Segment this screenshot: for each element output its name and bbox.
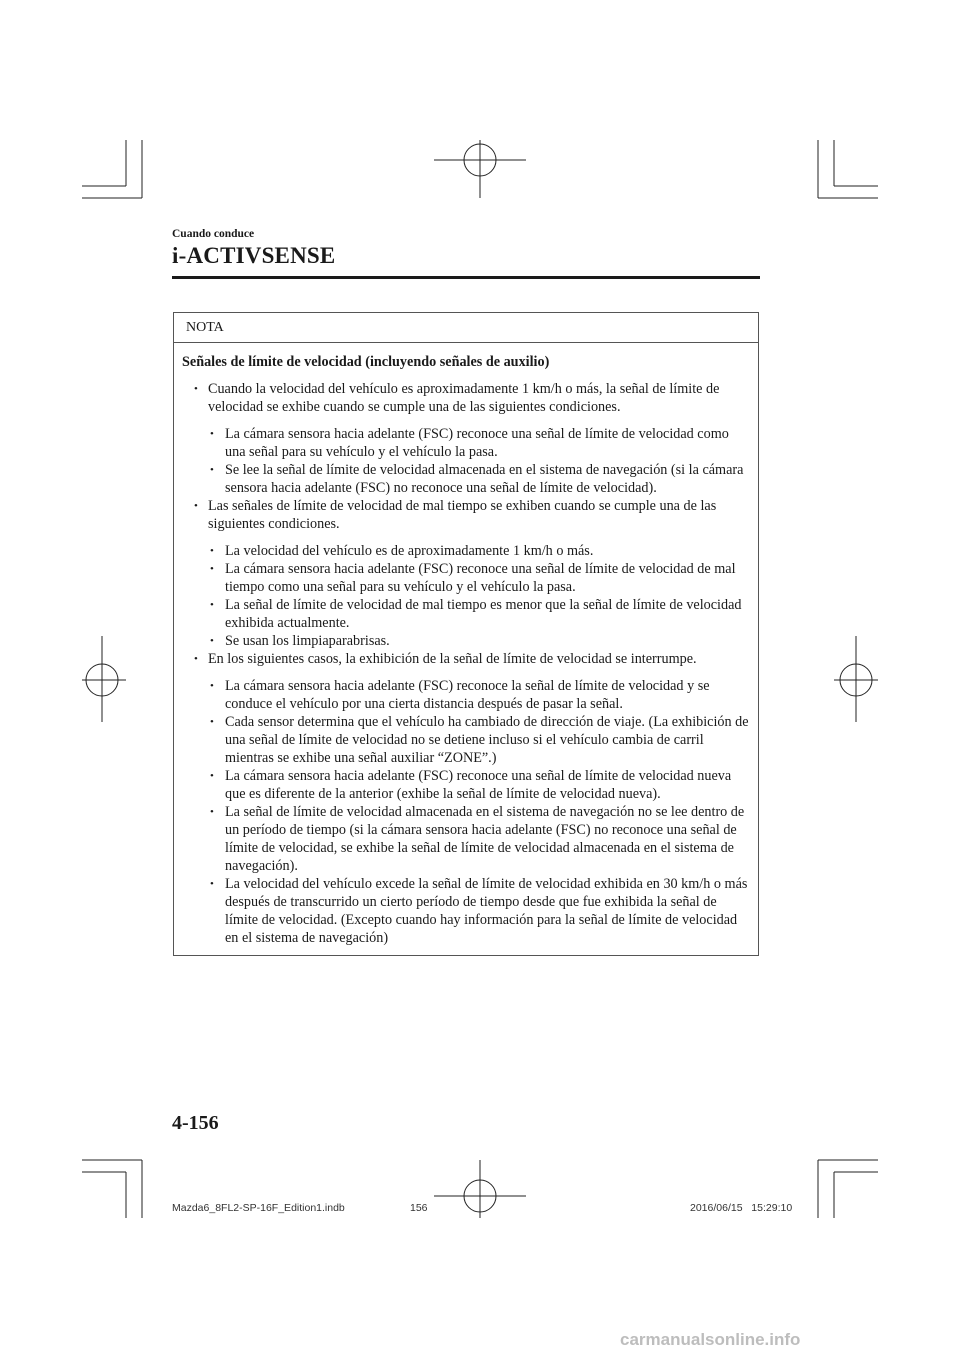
note-body [174,343,758,947]
sub-list-item [208,560,750,596]
sub-list-item-text: La señal de límite de velocidad almacenada en el sistema de navegación no se lee dentro de un período de tiempo (si la cámara sensora hacia adelante (FSC) no reconoce una señal de límite de velocidad, se exhibe la señal de límite de velocidad almacenada en el sistema de navegación). [225,804,745,874]
sub-list [208,542,750,650]
bullet-icon: • [194,653,198,665]
sub-list [208,677,750,947]
sub-list-item [208,596,750,632]
bullet-icon: • [210,635,214,647]
sub-list-item [208,425,750,461]
sub-list-item-text: La velocidad del vehículo excede la señal de límite de velocidad exhibida en 30 km/h o más después de transcurrido un cierto período de tiempo desde que fue exhibida la señal de límite de velocidad. (Excepto cuando hay información para la señal de límite de velocidad en el sistema de navegación) [225,876,748,946]
bullet-icon: • [210,464,214,476]
bullet-icon: • [210,680,214,692]
sub-list-item-text: La señal de límite de velocidad de mal tiempo es menor que la señal de límite de velocidad exhibida actualmente. [225,597,742,631]
bullet-icon: • [210,878,214,890]
list-item [182,380,750,497]
bullet-icon: • [210,806,214,818]
list-item-text: Las señales de límite de velocidad de mal tiempo se exhiben cuando se cumple una de las siguientes condiciones. [208,498,717,532]
sub-list-item-text: La cámara sensora hacia adelante (FSC) reconoce una señal de límite de velocidad como una señal para su vehículo y el vehículo la pasa. [225,426,729,460]
list-item-text: En los siguientes casos, la exhibición de la señal de límite de velocidad se interrumpe. [208,651,697,667]
bullet-icon: • [210,770,214,782]
sub-list-item-text: La velocidad del vehículo es de aproximadamente 1 km/h o más. [225,543,594,559]
chapter-title: i-ACTIVSENSE [172,243,336,268]
note-list [182,380,750,947]
page-number: 4-156 [172,1112,219,1134]
bullet-icon: • [210,716,214,728]
header-rule [172,276,760,279]
note-box [173,312,759,956]
sub-list-item-text: La cámara sensora hacia adelante (FSC) reconoce una señal de límite de velocidad de mal tiempo como una señal para su vehículo y el vehículo la pasa. [225,561,736,595]
list-item [182,650,750,947]
sub-list-item [208,875,750,947]
list-item [182,497,750,650]
sub-list-item [208,803,750,875]
bullet-icon: • [210,563,214,575]
section-label: Cuando conduce [172,228,255,240]
list-item-text: Cuando la velocidad del vehículo es aproximadamente 1 km/h o más, la señal de límite de velocidad se exhibe cuando se cumple una de las siguientes condiciones. [208,381,720,415]
bullet-icon: • [194,500,198,512]
sub-list-item [208,767,750,803]
sub-list-item-text: Se lee la señal de límite de velocidad almacenada en el sistema de navegación (si la cámara sensora hacia adelante (FSC) no reconoce una señal de límite de velocidad). [225,462,744,496]
sub-list [208,425,750,497]
sub-list-item [208,632,750,650]
bullet-icon: • [210,545,214,557]
footer-timestamp: 2016/06/15 15:29:10 [690,1202,793,1214]
note-heading: Señales de límite de velocidad (incluyendo señales de auxilio) [182,354,550,370]
bullet-icon: • [194,383,198,395]
note-header [174,313,758,343]
watermark: carmanualsonline.info [620,1330,801,1349]
sub-list-item [208,713,750,767]
sub-list-item [208,677,750,713]
bullet-icon: • [210,599,214,611]
sub-list-item-text: La cámara sensora hacia adelante (FSC) reconoce una señal de límite de velocidad nueva que es diferente de la anterior (exhibe la señal de límite de velocidad nueva). [225,768,732,802]
sub-list-item-text: Se usan los limpiaparabrisas. [225,633,390,649]
note-label: NOTA [186,320,224,335]
sub-list-item-text: La cámara sensora hacia adelante (FSC) reconoce la señal de límite de velocidad y se conduce el vehículo por una cierta distancia después de pasar la señal. [225,678,710,712]
sub-list-item-text: Cada sensor determina que el vehículo ha cambiado de dirección de viaje. (La exhibición de una señal de límite de velocidad no se detiene incluso si el vehículo cambia de carril mientras se exhibe una señal auxiliar “ZONE”.) [225,714,749,766]
footer-file-page: 156 [410,1202,428,1214]
sub-list-item [208,542,750,560]
sub-list-item [208,461,750,497]
bullet-icon: • [210,428,214,440]
footer-filename: Mazda6_8FL2-SP-16F_Edition1.indb [172,1202,345,1214]
